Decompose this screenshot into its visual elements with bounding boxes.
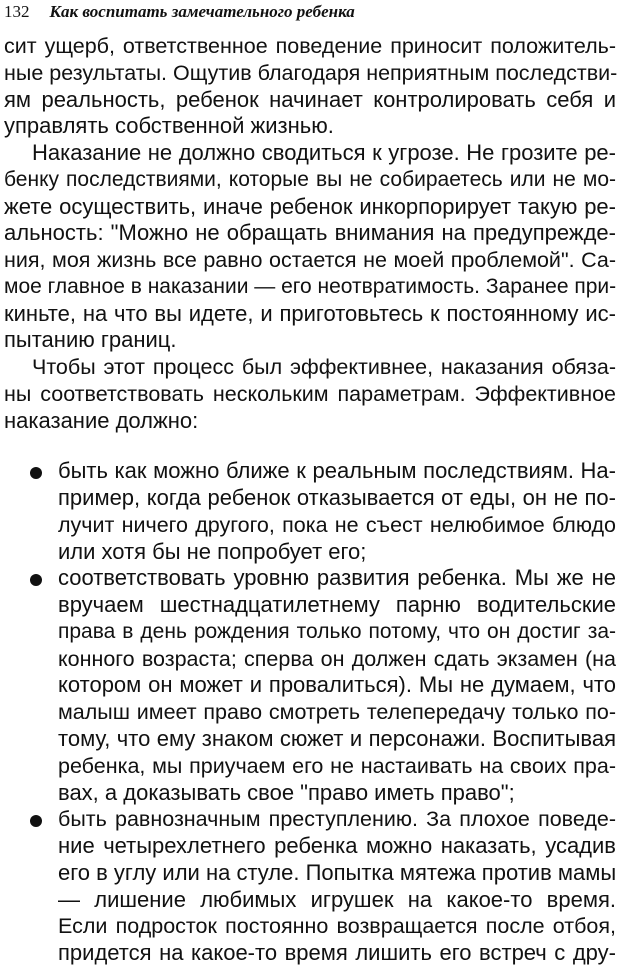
body-line: ные результаты. Ощутив благодаря неприятным последстви- [4, 60, 618, 85]
bullet-icon [30, 574, 42, 586]
running-title: Как воспитать замечательного ребенка [49, 2, 355, 21]
page-header [4, 2, 355, 26]
list-line: права в день рождения только потому, что он достиг за- [58, 619, 616, 643]
list-line: его в углу или на стуле. Попытка мятежа против мамы [58, 859, 617, 885]
bullet-icon [30, 467, 42, 479]
list-line: малыш имеет право смотреть телепередачу только по- [58, 700, 616, 725]
body-line: мое главное в наказании — его неотвратимость. Заранее при- [4, 274, 617, 298]
body-line: ния, моя жизнь все равно остается не моей проблемой". Са- [4, 248, 616, 272]
list-line: быть равнозначным преступлению. За плохое поведе- [58, 807, 616, 832]
bullet-icon [30, 815, 42, 827]
body-line: жете осуществить, иначе ребенок инкорпорирует такую ре- [4, 193, 616, 219]
list-line: быть как можно ближе к реальным последствиям. На- [58, 458, 616, 484]
body-line: Чтобы этот процесс был эффективнее, наказания обяза- [32, 355, 616, 380]
list-line: конного возраста; сперва он должен сдать экзамен (на [58, 646, 616, 671]
body-line: пытанию границ. [4, 327, 177, 353]
body-line: Наказание не должно сводиться к угрозе. Не грозите ре- [32, 140, 616, 165]
list-line: ние четырехлетнего ребенка можно наказать, усадив [58, 833, 616, 858]
list-line: ребенка, мы приучаем его не настаивать на своих пра- [58, 753, 616, 778]
body-line: управлять собственной жизнью. [4, 113, 334, 139]
body-line: ны соответствовать нескольким параметрам. Эффективное [4, 381, 616, 406]
body-line: альность: "Можно не обращать внимания на предупрежде- [4, 220, 616, 246]
body-line: сит ущерб, ответственное поведение приносит положитель- [4, 34, 616, 58]
list-line: или хотя бы не попробует его; [58, 538, 367, 564]
list-line: вручаем шестнадцатилетнему парню водительские [58, 592, 616, 618]
list-line: Если подросток постоянно возвращается после отбоя, [58, 914, 616, 939]
list-line: тому, что ему знаком сюжет и персонажи. Воспитывая [58, 726, 616, 751]
body-line: киньте, на что вы идете, и приготовьтесь к постоянному ис- [4, 300, 616, 326]
list-line: пример, когда ребенок отказывается от еды, он не по- [58, 485, 616, 511]
body-line: наказание должно: [4, 407, 199, 433]
list-line: придется на какое-то время лишить его встреч с дру- [58, 940, 616, 965]
list-line: котором он может и провалиться). Мы не думаем, что [58, 672, 616, 698]
list-line: лучит ничего другого, пока не съест нелюбимое блюдо [58, 512, 616, 537]
list-line: — лишение любимых игрушек на какое-то время. [58, 886, 616, 912]
list-line: соответствовать уровню развития ребенка. Мы же не [58, 565, 616, 591]
body-line: ям реальность, ребенок начинает контролировать себя и [4, 86, 616, 112]
list-line: вах, а доказывать свое "право иметь право"; [58, 779, 515, 805]
body-line: бенку последствиями, которые вы не собираетесь или не мо- [4, 167, 616, 191]
page-number: 132 [4, 2, 30, 21]
